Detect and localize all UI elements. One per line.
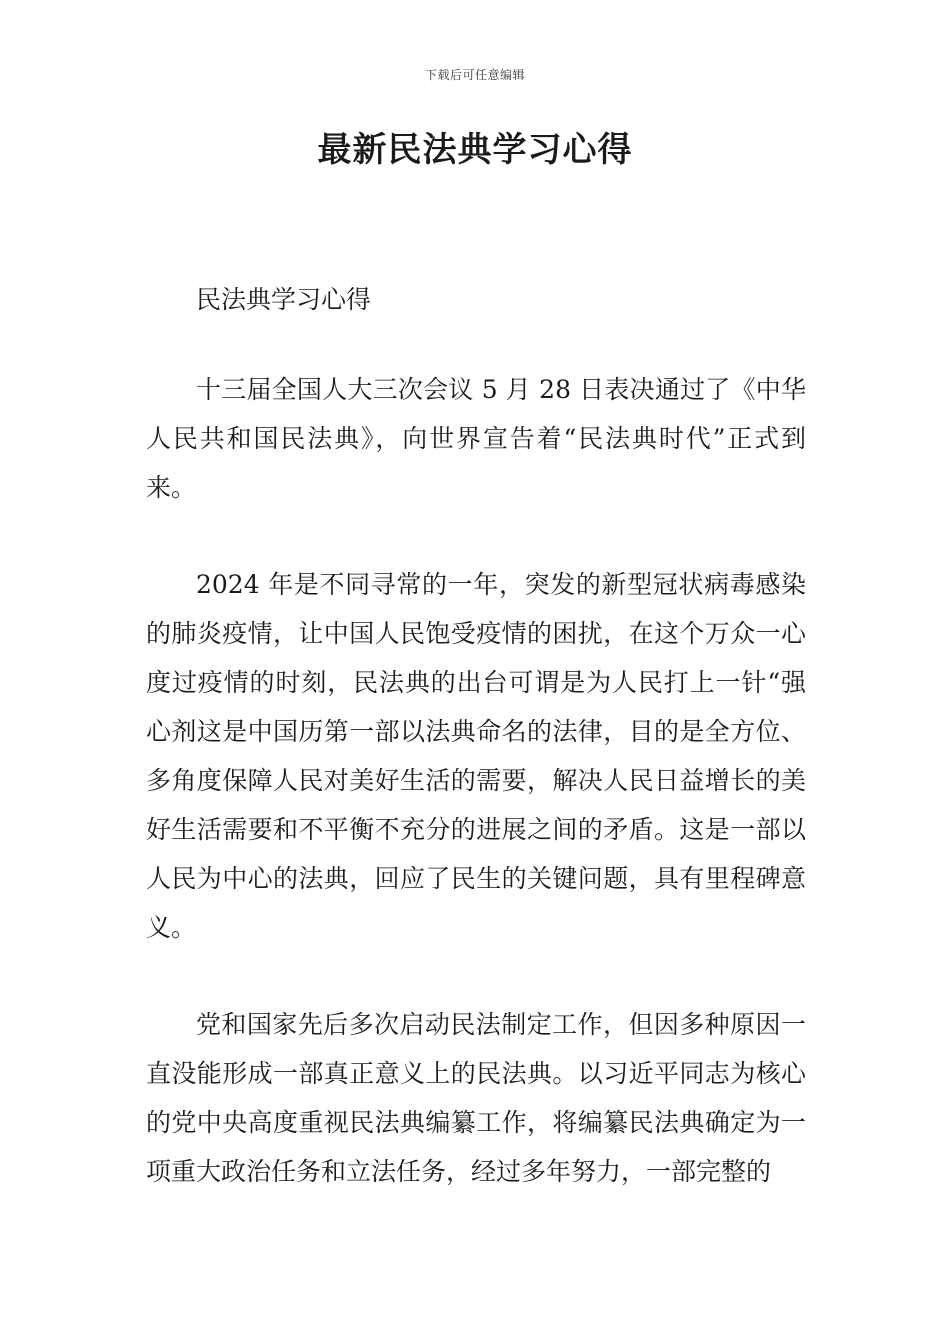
header-note: 下载后可任意编辑	[424, 68, 525, 82]
paragraph-spacer	[146, 512, 806, 560]
paragraph-spacer	[146, 952, 806, 1000]
paragraph-2: 2024 年是不同寻常的一年，突发的新型冠状病毒感染的肺炎疫情，让中国人民饱受疫情的困扰，在这个万众一心度过疫情的时刻，民法典的出台可谓是为人民打上一针“强心剂这是中国历第一部以法典命名的法律，目的是全方位、多角度保障人民对美好生活的需要，解决人民日益增长的美好生活需要和不平衡不充分的进展之间的矛盾。这是一部以人民为中心的法典，回应了民生的关键问题，具有里程碑意义。	[146, 570, 806, 942]
document-subtitle: 民法典学习心得	[196, 285, 372, 314]
document-title: 最新民法典学习心得	[317, 130, 633, 170]
paragraph-1: 十三届全国人大三次会议 5 月 28 日表决通过了《中华人民共和国民法典》，向世界宣告着“民法典时代”正式到来。	[146, 375, 806, 502]
document-body	[146, 280, 806, 1196]
paragraph-3: 党和国家先后多次启动民法制定工作，但因多种原因一直没能形成一部真正意义上的民法典。以习近平同志为核心的党中央高度重视民法典编纂工作，将编纂民法典确定为一项重大政治任务和立法任务，经过多年努力，一部完整的	[146, 1010, 806, 1186]
